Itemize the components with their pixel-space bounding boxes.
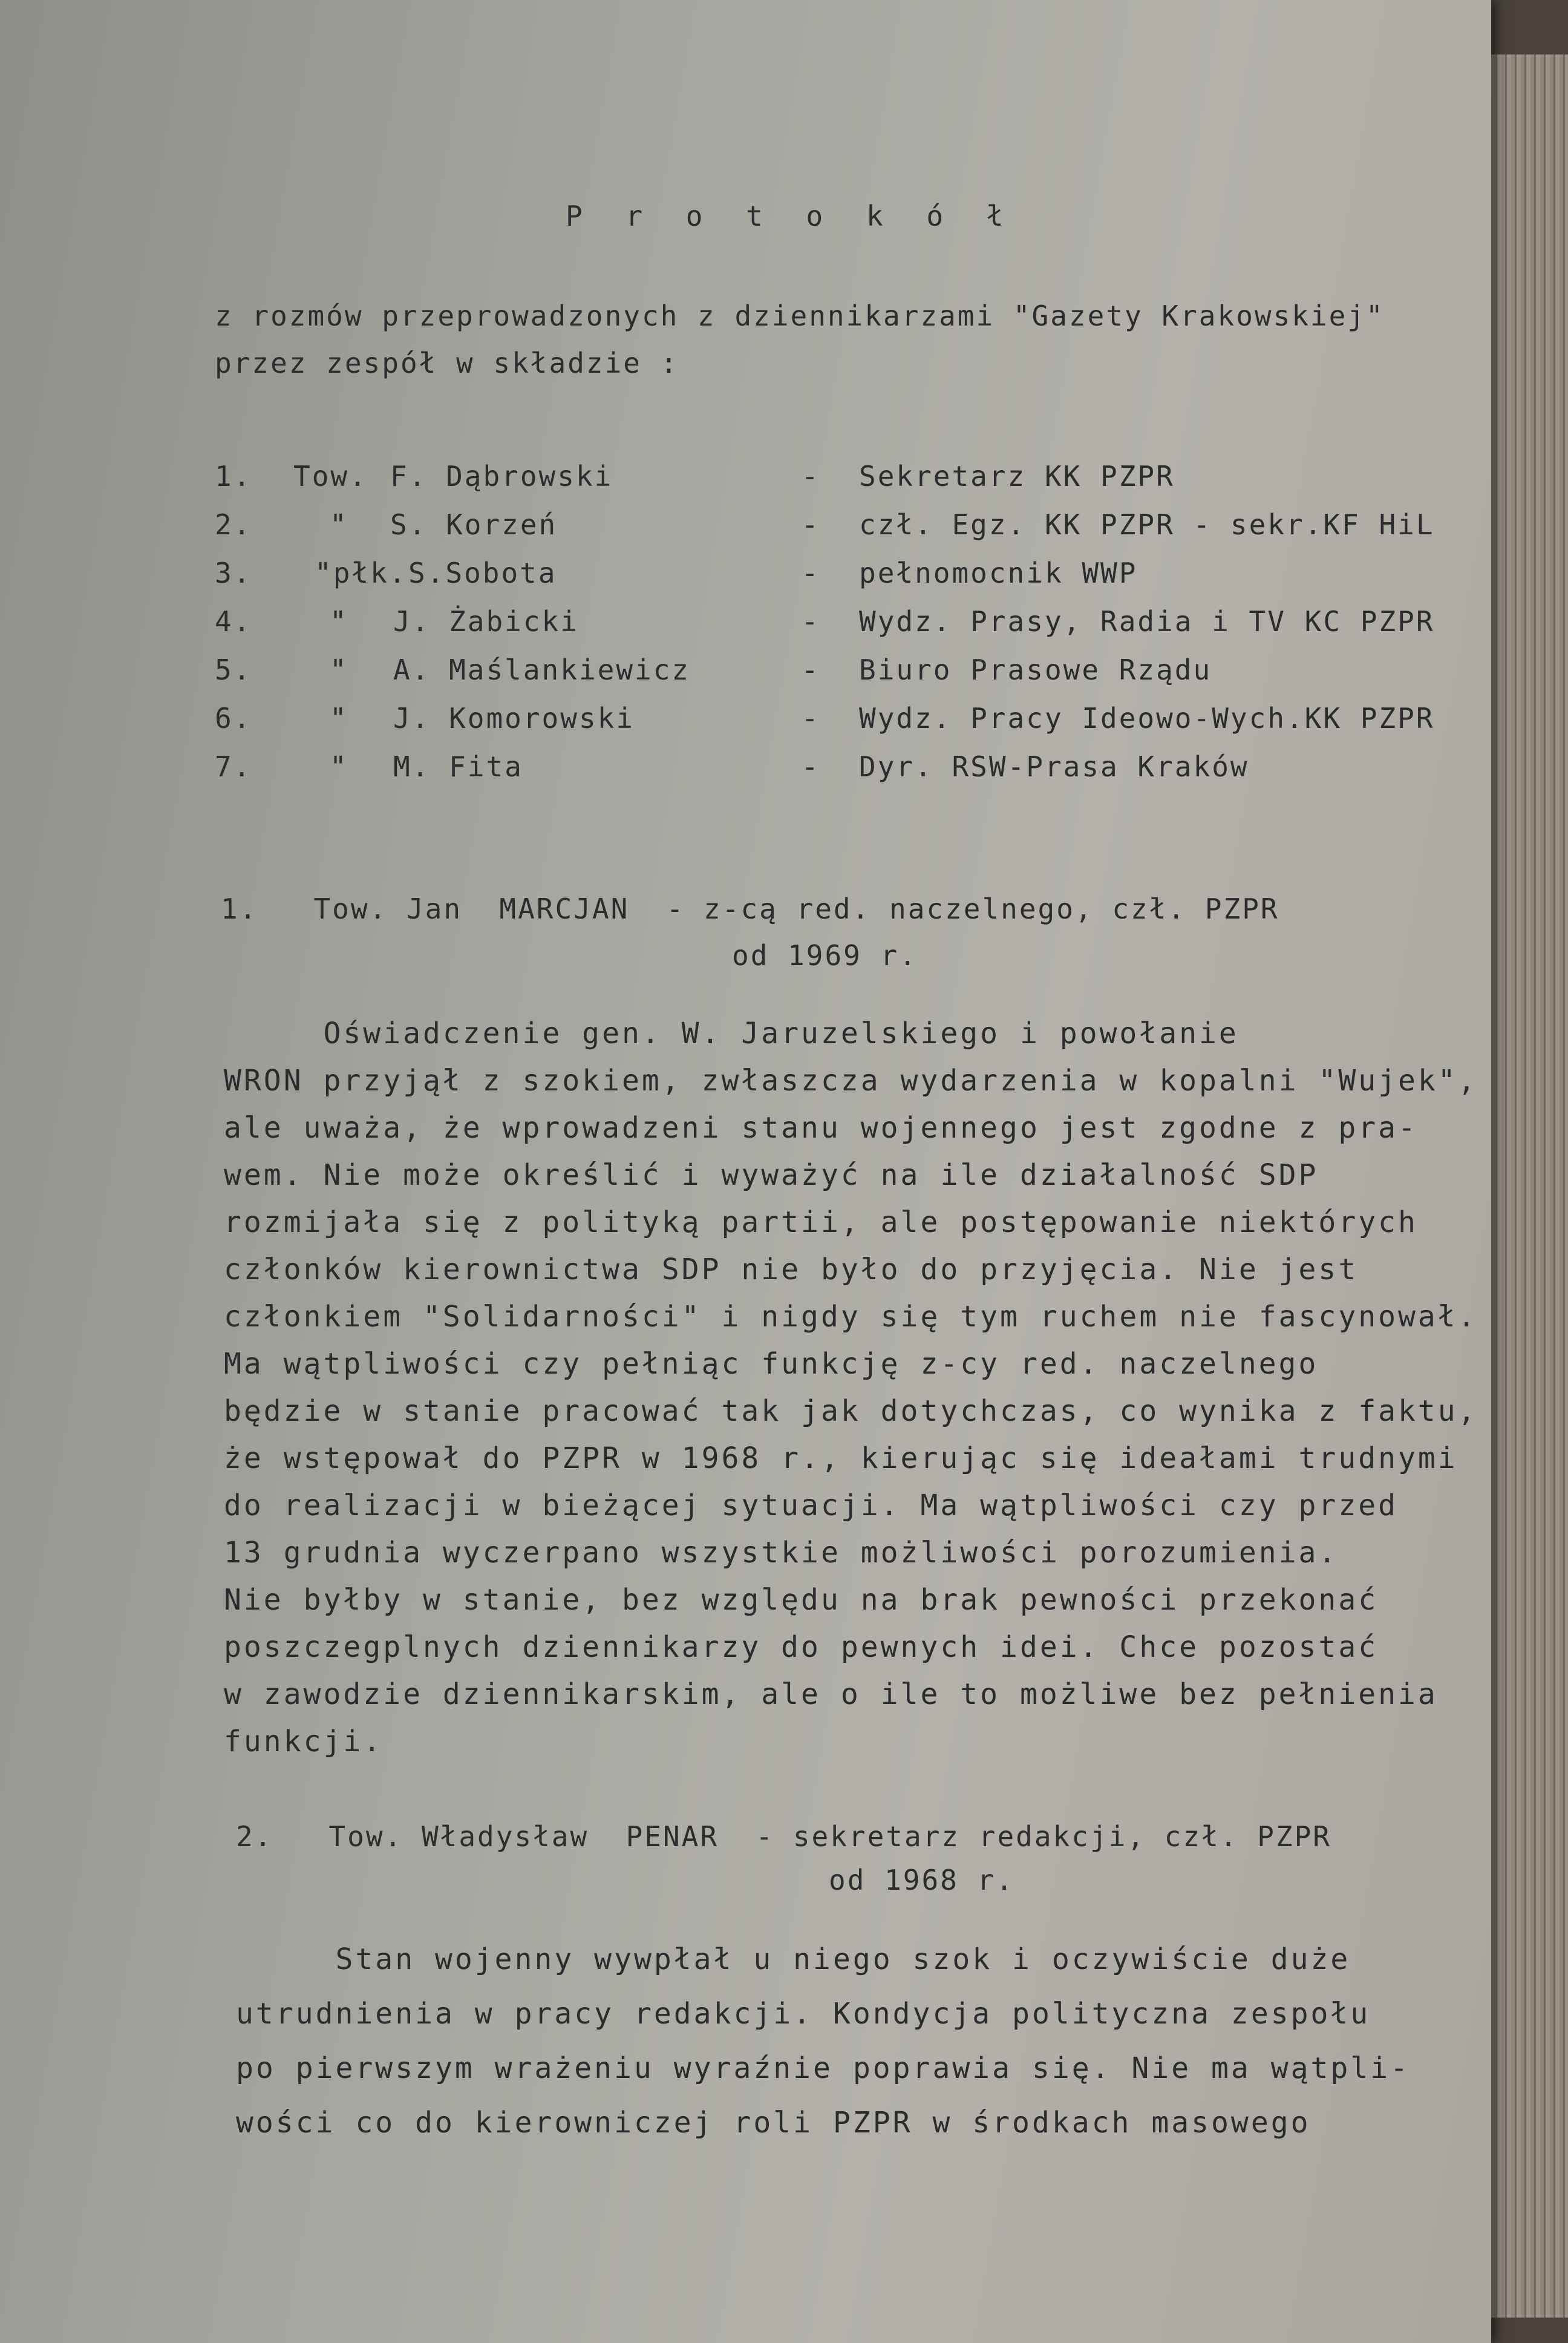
member-title: " (330, 750, 348, 783)
member-number: 1. (215, 460, 252, 493)
member-role: pełnomocnik WWP (859, 557, 1138, 589)
paragraph-line: rozmijała się z polityką partii, ale postępowanie niektórych (224, 1205, 1418, 1239)
member-dash: - (802, 508, 820, 541)
member-dash: - (802, 460, 820, 493)
paragraph-line: członkiem "Solidarności" i nigdy się tym ruchem nie fascynował. (224, 1300, 1478, 1334)
member-number: 3. (215, 557, 252, 589)
paragraph-line: że wstępował do PZPR w 1968 r., kierując się ideałami trudnymi (224, 1441, 1458, 1475)
member-role: Dyr. RSW-Prasa Kraków (859, 750, 1249, 783)
paragraph-line: WRON przyjął z szokiem, zwłaszcza wydarzenia w kopalni "Wujek", (224, 1064, 1478, 1098)
paragraph-line: po pierwszym wrażeniu wyraźnie poprawia się. Nie ma wątpli- (236, 2051, 1411, 2085)
member-title: "płk. (315, 557, 408, 589)
intro-line-2: przez zespół w składzie : (215, 347, 679, 379)
paragraph-line: 13 grudnia wyczerpano wszystkie możliwości porozumienia. (224, 1536, 1339, 1570)
section2-heading-date: od 1968 r. (829, 1864, 1014, 1896)
paragraph-line: członków kierownictwa SDP nie było do przyjęcia. Nie jest (224, 1253, 1359, 1286)
member-name: S.Sobota (408, 557, 557, 589)
paragraph-line: funkcji. (224, 1725, 384, 1758)
paragraph-line: wem. Nie może określić i wyważyć na ile działalność SDP (224, 1158, 1319, 1192)
paragraph-line: Stan wojenny wywpłał u niego szok i oczywiście duże (236, 1942, 1351, 1976)
member-title: Tow. (293, 460, 368, 493)
member-dash: - (802, 605, 820, 638)
member-role: Wydz. Pracy Ideowo-Wych.KK PZPR (859, 702, 1435, 735)
member-dash: - (802, 702, 820, 735)
section1-heading-date: od 1969 r. (732, 939, 918, 972)
member-name: F. Dąbrowski (390, 460, 613, 493)
member-number: 5. (215, 654, 252, 686)
member-title: " (330, 605, 348, 638)
member-dash: - (802, 654, 820, 686)
section1-heading: 1. Tow. Jan MARCJAN - z-cą red. naczelnego, czł. PZPR (221, 893, 1279, 925)
member-number: 4. (215, 605, 252, 638)
member-name: J. Komorowski (393, 702, 635, 735)
member-role: Sekretarz KK PZPR (859, 460, 1175, 493)
paragraph-line: poszczegplnych dziennikarzy do pewnych idei. Chce pozostać (224, 1630, 1379, 1664)
member-name: J. Żabicki (393, 605, 579, 638)
member-dash: - (802, 557, 820, 589)
member-title: " (330, 508, 348, 541)
member-title: " (330, 654, 348, 686)
member-title: " (330, 702, 348, 735)
member-role: Wydz. Prasy, Radia i TV KC PZPR (859, 605, 1435, 638)
paragraph-line: ale uważa, że wprowadzeni stanu wojennego jest zgodne z pra- (224, 1111, 1418, 1145)
member-number: 6. (215, 702, 252, 735)
paragraph-line: do realizacji w bieżącej sytuacji. Ma wątpliwości czy przed (224, 1489, 1399, 1522)
paragraph-line: utrudnienia w pracy redakcji. Kondycja polityczna zespołu (236, 1997, 1371, 2031)
paragraph-line: wości co do kierowniczej roli PZPR w środkach masowego (236, 2106, 1311, 2140)
member-dash: - (802, 750, 820, 783)
paragraph-line: Ma wątpliwości czy pełniąc funkcję z-cy red. naczelnego (224, 1347, 1319, 1381)
member-name: A. Maślankiewicz (393, 654, 691, 686)
intro-line-1: z rozmów przeprowadzonych z dziennikarzami "Gazety Krakowskiej" (215, 300, 1385, 332)
paragraph-line: będzie w stanie pracować tak jak dotychczas, co wynika z faktu, (224, 1394, 1478, 1428)
section2-heading: 2. Tow. Władysław PENAR - sekretarz redakcji, czł. PZPR (236, 1820, 1331, 1853)
member-role: Biuro Prasowe Rządu (859, 654, 1212, 686)
paragraph-line: Nie byłby w stanie, bez względu na brak pewności przekonać (224, 1583, 1379, 1617)
member-number: 2. (215, 508, 252, 541)
document-title: P r o t o k ó ł (566, 200, 1017, 232)
member-role: czł. Egz. KK PZPR - sekr.KF HiL (859, 508, 1435, 541)
member-name: M. Fita (393, 750, 523, 783)
member-number: 7. (215, 750, 252, 783)
paragraph-line: Oświadczenie gen. W. Jaruzelskiego i powołanie (224, 1017, 1239, 1050)
paragraph-line: w zawodzie dziennikarskim, ale o ile to możliwe bez pełnienia (224, 1677, 1438, 1711)
member-name: S. Korzeń (390, 508, 558, 541)
